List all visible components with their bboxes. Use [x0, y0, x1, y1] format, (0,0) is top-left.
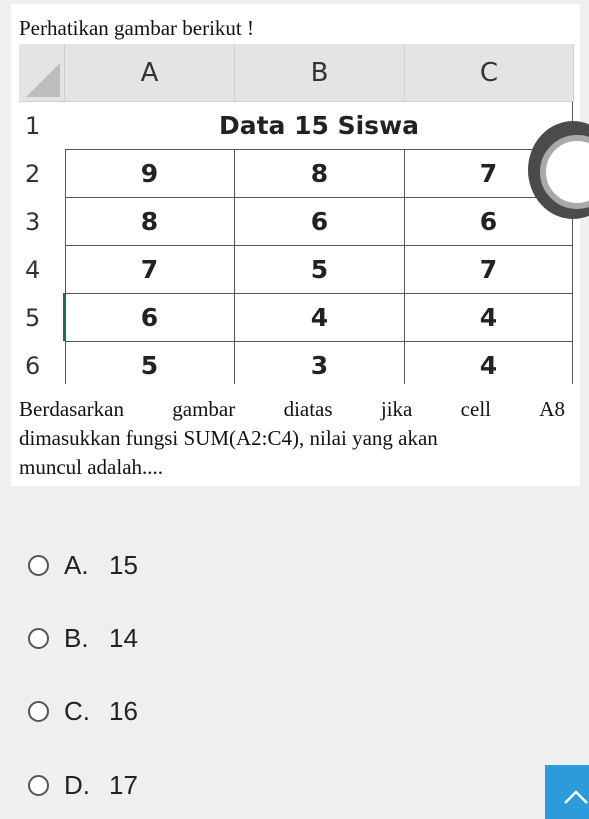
- option-d[interactable]: [28, 765, 328, 805]
- option-letter: D.: [64, 769, 90, 800]
- option-value: 15: [109, 549, 138, 580]
- cell-b4: 5: [235, 246, 405, 294]
- column-header-b: B: [235, 44, 405, 102]
- option-c[interactable]: [28, 691, 328, 731]
- cell-b3: 6: [235, 198, 405, 246]
- option-b[interactable]: [28, 618, 328, 658]
- radio-icon[interactable]: [28, 775, 49, 796]
- radio-icon[interactable]: [28, 628, 49, 649]
- option-value: 14: [109, 622, 138, 653]
- cell-c6: 4: [405, 342, 573, 384]
- question-body: [19, 395, 565, 482]
- cell-b6: 3: [235, 342, 405, 384]
- cell-a4: 7: [65, 246, 235, 294]
- question-body-line-3: muncul adalah....: [19, 455, 164, 479]
- option-letter: C.: [64, 695, 90, 726]
- column-header-c: C: [405, 44, 574, 102]
- option-letter: B.: [64, 622, 89, 653]
- question-body-line-2: dimasukkan fungsi SUM(A2:C4), nilai yang akan: [19, 426, 438, 450]
- chevron-up-icon: [563, 789, 589, 805]
- cell-a6: 5: [65, 342, 235, 384]
- cell-a3: 8: [65, 198, 235, 246]
- option-value: 16: [109, 695, 138, 726]
- question-body-line-1: Berdasarkan gambar diatas jika cell A8: [19, 397, 565, 421]
- cell-b5: 4: [235, 294, 405, 342]
- cell-c4: 7: [405, 246, 573, 294]
- spreadsheet-image: [19, 44, 574, 384]
- radio-icon[interactable]: [28, 701, 49, 722]
- table-title-cell: Data 15 Siswa: [65, 102, 573, 150]
- row-number-4: 4: [25, 256, 41, 284]
- option-letter: A.: [64, 549, 89, 580]
- column-header-a: A: [65, 44, 235, 102]
- option-value: 17: [109, 769, 138, 800]
- cell-a2: 9: [65, 150, 235, 198]
- row-number-6: 6: [25, 352, 41, 380]
- cell-c5: 4: [405, 294, 573, 342]
- question-prompt: Perhatikan gambar berikut !: [19, 16, 254, 40]
- scroll-to-top-button[interactable]: [545, 765, 589, 819]
- radio-icon[interactable]: [28, 555, 49, 576]
- row-number-1: 1: [25, 112, 41, 140]
- row-number-5: 5: [25, 304, 41, 332]
- row-number-2: 2: [25, 160, 41, 188]
- cell-c3: 6: [405, 198, 573, 246]
- cell-a5: 6: [65, 294, 235, 342]
- row-number-3: 3: [25, 208, 41, 236]
- option-a[interactable]: [28, 545, 328, 585]
- cell-b2: 8: [235, 150, 405, 198]
- cell-c2: 7: [405, 150, 573, 198]
- select-all-corner: [19, 44, 65, 102]
